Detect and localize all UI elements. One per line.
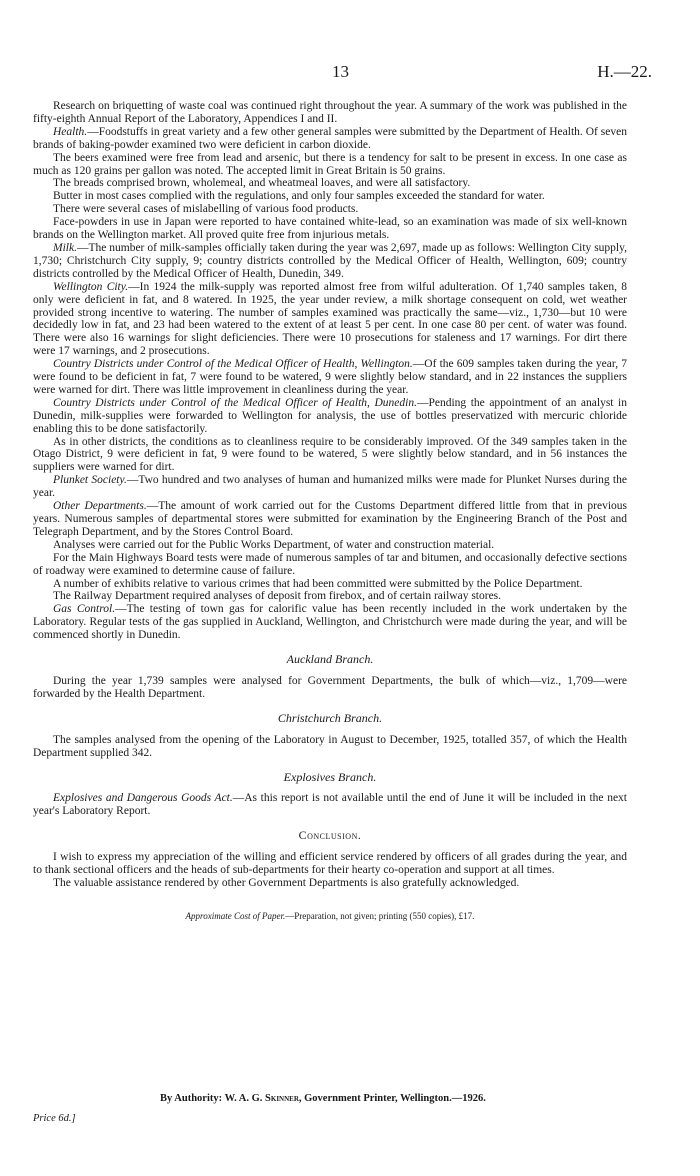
paragraph-text: —In 1924 the milk-supply was reported almost free from wilful adulteration. Of 1,740 samples taken, 8 only were deficient in fat, and 8 watered. In 1925, the year under review, a milk shortage consequent on cold, wet weather provided strong incentive to watering. The number of samples examined was practically the same—viz., 1,730—but 10 were decidedly low in fat, and 23 had been watered to the extent of at least 5 per cent. In one case 80 per cent. of water was found. There were also 16 warnings for slight deficiencies. There were 10 prosecutions for staleness and 17 warnings. For dirt there were 17 warnings, and 2 prosecutions. bbox=[33, 280, 627, 358]
imprint-suffix: , Government Printer, Wellington.—1926. bbox=[298, 1093, 486, 1104]
paragraph bbox=[33, 539, 627, 552]
paragraph-lead: Other Departments. bbox=[53, 500, 147, 513]
paragraph bbox=[33, 216, 627, 242]
paragraph-lead: Milk. bbox=[53, 241, 77, 254]
paragraph-lead: Plunket Society. bbox=[53, 474, 127, 487]
paragraph bbox=[33, 126, 627, 152]
paragraph bbox=[33, 242, 627, 281]
section-heading: Explosives Branch. bbox=[283, 769, 377, 784]
paragraph bbox=[33, 500, 627, 539]
paragraph bbox=[33, 675, 627, 701]
paragraph bbox=[33, 734, 627, 760]
paragraph bbox=[33, 436, 627, 475]
paragraph bbox=[33, 578, 627, 591]
paragraph bbox=[33, 281, 627, 358]
report-section bbox=[33, 653, 627, 701]
main-paragraphs bbox=[33, 100, 627, 642]
paragraph-text: A number of exhibits relative to various crimes that had been committed were submitted by the Police Department. bbox=[53, 577, 583, 590]
paragraph-text: —As this report is not available until the end of June it will be included in the next year's Laboratory Report. bbox=[33, 792, 627, 818]
paragraph bbox=[33, 590, 627, 603]
paragraph-text: Research on briquetting of waste coal was continued right throughout the year. A summary of the work was published in the fifty-eighth Annual Report of the Laboratory, Appendices I and II. bbox=[33, 100, 627, 125]
paragraph-lead: Country Districts under Control of the Medical Officer of Health, Wellington. bbox=[53, 358, 413, 371]
paragraph bbox=[33, 603, 627, 642]
paragraph bbox=[33, 358, 627, 397]
section-heading: Auckland Branch. bbox=[286, 652, 374, 667]
paragraph-lead: Wellington City. bbox=[53, 280, 129, 293]
paragraph-text: As in other districts, the conditions as to cleanliness require to be considerably improved. Of the 349 samples taken in the Otago District, 9 were deficient in fat, 9 were found to be watered, 5 were slightly below standard, and in 56 instances the suppliers were warned for dirt. bbox=[33, 435, 627, 474]
paragraph-text: The beers examined were free from lead and arsenic, but there is a tendency for salt to be present in excess. In one case as much as 120 grains per gallon was noted. The accepted limit in Great Britain is 50 grains. bbox=[33, 151, 627, 177]
page-header bbox=[0, 62, 700, 82]
paragraph-text: —Of the 609 samples taken during the year, 7 were found to be deficient in fat, 7 were found to be watered, 9 were slightly below standard, and in 22 instances the suppliers were warned for dirt. There was little improvement in cleanliness during the year. bbox=[33, 358, 627, 396]
imprint-name: Skinner bbox=[265, 1093, 299, 1104]
page-number: 13 bbox=[332, 62, 349, 81]
cost-note-text: —Preparation, not given; printing (550 copies), £17. bbox=[285, 910, 475, 921]
paragraph-text: Face-powders in use in Japan were reported to have contained white-lead, so an examination was made of six well-known brands on the Wellington market. All proved quite free from injurious metals. bbox=[33, 216, 627, 242]
paragraph-text: The samples analysed from the opening of the Laboratory in August to December, 1925, totalled 357, of which the Health Department supplied 342. bbox=[33, 733, 627, 759]
paragraph bbox=[33, 851, 627, 877]
paragraph-text: —The amount of work carried out for the Customs Department differed little from that in previous years. Numerous samples of departmental stores were submitted for examination by the Engineering Branch of the Post and Telegraph Department, and by the Stores Control Board. bbox=[33, 500, 627, 538]
paragraph-text: There were several cases of mislabelling of various food products. bbox=[53, 203, 359, 216]
paragraph-text: The breads comprised brown, wholemeal, and wheatmeal loaves, and were all satisfactory. bbox=[53, 177, 471, 190]
imprint-prefix: By Authority: W. A. G. bbox=[160, 1093, 263, 1104]
report-section bbox=[33, 771, 627, 819]
paragraph-text: —The testing of town gas for calorific value has been recently included in the work undertaken by the Laboratory. Regular tests of the gas supplied in Auckland, Wellington, and Christchurch were made during the year, and will be commenced shortly in Dunedin. bbox=[33, 603, 628, 642]
paragraph bbox=[33, 203, 627, 216]
conclusion-section bbox=[33, 829, 627, 890]
government-printer-imprint bbox=[160, 1093, 486, 1104]
paragraph-lead: Health. bbox=[53, 125, 88, 138]
document-body bbox=[33, 100, 627, 923]
paragraph-lead: Explosives and Dangerous Goods Act. bbox=[53, 792, 233, 805]
paragraph bbox=[33, 474, 627, 500]
paragraph bbox=[33, 877, 627, 890]
paragraph bbox=[33, 177, 627, 190]
paragraph-text: —Two hundred and two analyses of human and humanized milks were made for Plunket Nurses during the year. bbox=[33, 474, 627, 500]
paragraph-text: I wish to express my appreciation of the willing and efficient service rendered by officers of all grades during the year, and to thank sectional officers and the heads of sub-departments for their hearty co-operation and support at all times. bbox=[33, 851, 627, 877]
paragraph-text: Butter in most cases complied with the regulations, and only four samples exceeded the standard for water. bbox=[53, 190, 545, 203]
section-heading: Christchurch Branch. bbox=[277, 710, 383, 725]
paragraph-text: The Railway Department required analyses of deposit from firebox, and of certain railway stores. bbox=[53, 590, 502, 603]
paragraph-text: —The number of milk-samples officially taken during the year was 2,697, made up as follows: Wellington City supply, 1,730; Christchurch City supply, 9; country districts controlled by the Medical Officer of Health, Wellington, 609; country districts controlled by the Medical Officer of Health, Dunedin, 349. bbox=[33, 241, 627, 280]
price-note: Price 6d.] bbox=[33, 1113, 76, 1124]
paragraph-text: —Foodstuffs in great variety and a few other general samples were submitted by the Department of Health. Of seven brands of baking-powder examined two were deficient in carbon dioxide. bbox=[33, 125, 627, 151]
paragraph-text: —Pending the appointment of an analyst in Dunedin, milk-supplies were forwarded to Wellington for analysis, the use of bottles preservatized with mercuric chloride enabling this to be done satisfactorily. bbox=[33, 396, 627, 435]
conclusion-heading: Conclusion. bbox=[298, 828, 362, 843]
paragraph-text: The valuable assistance rendered by other Government Departments is also gratefully acknowledged. bbox=[53, 876, 520, 889]
document-reference: H.—22. bbox=[597, 62, 652, 81]
paragraph-lead: Gas Control. bbox=[53, 603, 116, 616]
paragraph-text: For the Main Highways Board tests were made of numerous samples of tar and bitumen, and occasionally defective sections of roadway were examined to determine cause of failure. bbox=[33, 551, 627, 577]
report-section bbox=[33, 712, 627, 760]
conclusion-paragraphs bbox=[33, 851, 627, 890]
report-sections bbox=[33, 653, 627, 818]
paragraph-text: During the year 1,739 samples were analysed for Government Departments, the bulk of which—viz., 1,709—were forwarded by the Health Department. bbox=[33, 674, 627, 700]
paragraph bbox=[33, 100, 627, 126]
paragraph-lead: Country Districts under Control of the Medical Officer of Health, Dunedin. bbox=[53, 396, 417, 409]
paragraph bbox=[33, 792, 627, 818]
cost-note bbox=[33, 910, 627, 923]
cost-note-lead: Approximate Cost of Paper. bbox=[185, 910, 286, 921]
paragraph bbox=[33, 397, 627, 436]
paragraph bbox=[33, 552, 627, 578]
paragraph bbox=[33, 152, 627, 178]
paragraph bbox=[33, 190, 627, 203]
paragraph-text: Analyses were carried out for the Public Works Department, of water and construction material. bbox=[53, 538, 495, 551]
